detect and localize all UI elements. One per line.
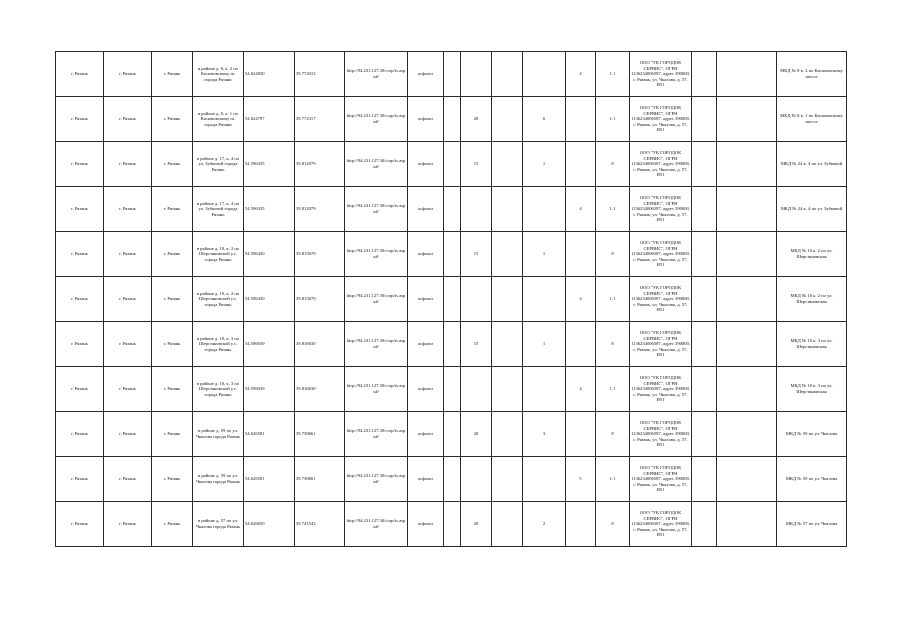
- settlement-cell: г. Рязань: [104, 97, 152, 142]
- containers-count-cell: 1: [523, 142, 566, 187]
- registry-table: [55, 51, 847, 547]
- longitude-cell: 39.741543: [295, 502, 345, 547]
- table-row: [56, 457, 847, 502]
- containers-count-cell: [566, 322, 596, 367]
- settlement-cell: г. Рязань: [104, 187, 152, 232]
- blank-cell: [692, 187, 717, 232]
- surface-cell: асфальт: [408, 187, 444, 232]
- blank-cell: [444, 187, 461, 232]
- longitude-cell: 39.738661: [295, 457, 345, 502]
- area-cell: 20: [461, 412, 492, 457]
- volume-cell: 8: [596, 232, 630, 277]
- longitude-cell: 39.815670: [295, 277, 345, 322]
- volume-cell: 1.1: [596, 277, 630, 322]
- address-cell: в районе д. 59 по ул. Чкалова города Рязань: [193, 457, 244, 502]
- containers-count-cell: 1: [523, 232, 566, 277]
- municipality-cell: г. Рязань: [56, 367, 104, 412]
- blank-cell: [717, 97, 777, 142]
- volume-cell: 8: [596, 142, 630, 187]
- blank-cell: [692, 52, 717, 97]
- source-object-cell: МКД № 10 к. 2 по ул. Шерстяновская: [777, 277, 847, 322]
- blank-cell: [692, 412, 717, 457]
- owner-org-cell: ООО "УК ГОРОДОК СЕРВИС", ОГРН 1136234006587, адрес 390000, г. Рязань, ул. Чкалова, д. 57, Н51: [630, 367, 692, 412]
- latitude-cell: 54.596335: [244, 187, 295, 232]
- address-cell: в районе д. 10, к. 3 по Шерстяновской у.с. города Рязань: [193, 367, 244, 412]
- blank-cell: [444, 232, 461, 277]
- containers-count-cell: 4: [566, 367, 596, 412]
- municipality-cell: г. Рязань: [56, 457, 104, 502]
- municipality-cell: г. Рязань: [56, 232, 104, 277]
- blank-cell: [692, 502, 717, 547]
- area-cell: [461, 277, 492, 322]
- municipality-cell: г. Рязань: [56, 187, 104, 232]
- longitude-cell: 39.816630: [295, 322, 345, 367]
- locality-cell: г. Рязань: [152, 502, 193, 547]
- blank-cell: [492, 412, 523, 457]
- volume-cell: 8: [596, 412, 630, 457]
- source-object-cell: МКД № 59 по ул. Чкалова: [777, 457, 847, 502]
- surface-cell: асфальт: [408, 367, 444, 412]
- latitude-cell: 54.626050: [244, 502, 295, 547]
- blank-cell: [692, 142, 717, 187]
- volume-cell: 1.1: [596, 457, 630, 502]
- settlement-cell: г. Рязань: [104, 142, 152, 187]
- table-row: [56, 187, 847, 232]
- table-row: [56, 322, 847, 367]
- containers-count-cell: 4: [566, 277, 596, 322]
- table-row: [56, 367, 847, 412]
- table-row: [56, 142, 847, 187]
- blank-cell: [717, 142, 777, 187]
- blank-cell: [492, 52, 523, 97]
- surface-cell: асфальт: [408, 457, 444, 502]
- address-cell: в районе д. 57 по ул. Чкалова города Рязань: [193, 502, 244, 547]
- owner-org-cell: ООО "УК ГОРОДОК СЕРВИС", ОГРН 1136234006587, адрес 390000, г. Рязань, ул. Чкалова, д. 57, Н51: [630, 232, 692, 277]
- locality-cell: г. Рязань: [152, 187, 193, 232]
- locality-cell: г. Рязань: [152, 322, 193, 367]
- address-cell: в районе д. 10, к. 3 по Шерстяновской у.с. города Рязань: [193, 322, 244, 367]
- blank-cell: [492, 187, 523, 232]
- containers-count-cell: [566, 232, 596, 277]
- blank-cell: [692, 277, 717, 322]
- map-url-cell: http://94.231.127.30/corp/ts.aspx#/: [345, 457, 408, 502]
- address-cell: в районе д. 8, к. 2 по Касимовскому ш. города Рязани: [193, 52, 244, 97]
- blank-cell: [692, 97, 717, 142]
- owner-org-cell: ООО "УК ГОРОДОК СЕРВИС", ОГРН 1136234006587, адрес 390000, г. Рязань, ул. Чкалова, д. 57, Н51: [630, 187, 692, 232]
- containers-count-cell: 4: [566, 187, 596, 232]
- area-cell: [461, 457, 492, 502]
- address-cell: в районе д. 10, к. 2 по Шерстяновской у.с. города Рязань: [193, 277, 244, 322]
- latitude-cell: 54.596039: [244, 322, 295, 367]
- containers-count-cell: 4: [566, 52, 596, 97]
- latitude-cell: 54.596039: [244, 367, 295, 412]
- blank-cell: [444, 322, 461, 367]
- source-object-cell: МКД № 8 к. 1 по Касимовскому шоссе: [777, 97, 847, 142]
- blank-cell: [492, 232, 523, 277]
- area-cell: 20: [461, 502, 492, 547]
- locality-cell: г. Рязань: [152, 412, 193, 457]
- municipality-cell: г. Рязань: [56, 52, 104, 97]
- map-url-cell: http://94.231.127.30/corp/ts.aspx#/: [345, 232, 408, 277]
- containers-count-cell: [523, 457, 566, 502]
- surface-cell: асфальт: [408, 52, 444, 97]
- longitude-cell: 39.812079: [295, 142, 345, 187]
- latitude-cell: 54.626581: [244, 412, 295, 457]
- settlement-cell: г. Рязань: [104, 412, 152, 457]
- municipality-cell: г. Рязань: [56, 97, 104, 142]
- blank-cell: [492, 502, 523, 547]
- containers-count-cell: [566, 502, 596, 547]
- containers-count-cell: [523, 187, 566, 232]
- longitude-cell: 39.812079: [295, 187, 345, 232]
- settlement-cell: г. Рязань: [104, 502, 152, 547]
- settlement-cell: г. Рязань: [104, 457, 152, 502]
- table-row: [56, 97, 847, 142]
- blank-cell: [444, 457, 461, 502]
- source-object-cell: МКД № 24 к. 4 по ул. Зубковой: [777, 142, 847, 187]
- address-cell: в районе д. 17, к. 4 по ул. Зубковой города Рязань: [193, 142, 244, 187]
- containers-count-cell: 6: [523, 97, 566, 142]
- blank-cell: [717, 502, 777, 547]
- blank-cell: [692, 232, 717, 277]
- longitude-cell: 39.815670: [295, 232, 345, 277]
- source-object-cell: МКД № 10 к. 3 по ул. Шерстяновская: [777, 367, 847, 412]
- blank-cell: [717, 367, 777, 412]
- address-cell: в районе д. 10, к. 2 по Шерстяновской у.с. города Рязань: [193, 232, 244, 277]
- blank-cell: [444, 97, 461, 142]
- blank-cell: [444, 142, 461, 187]
- longitude-cell: 39.816630: [295, 367, 345, 412]
- table-row: [56, 277, 847, 322]
- blank-cell: [492, 142, 523, 187]
- address-cell: в районе д. 17, к. 4 по ул. Зубковой города Рязань: [193, 187, 244, 232]
- area-cell: [461, 187, 492, 232]
- surface-cell: асфальт: [408, 502, 444, 547]
- blank-cell: [717, 412, 777, 457]
- latitude-cell: 54.596430: [244, 232, 295, 277]
- area-cell: [461, 52, 492, 97]
- blank-cell: [692, 457, 717, 502]
- blank-cell: [717, 322, 777, 367]
- map-url-cell: http://94.231.127.30/corp/ts.aspx#/: [345, 277, 408, 322]
- owner-org-cell: ООО "УК ГОРОДОК СЕРВИС", ОГРН 1136234006587, адрес 390000, г. Рязань, ул. Чкалова, д. 57, Н51: [630, 97, 692, 142]
- settlement-cell: г. Рязань: [104, 232, 152, 277]
- blank-cell: [692, 367, 717, 412]
- table-body: [56, 52, 847, 547]
- map-url-cell: http://94.231.127.30/corp/ts.aspx#/: [345, 142, 408, 187]
- owner-org-cell: ООО "УК ГОРОДОК СЕРВИС", ОГРН 1136234006587, адрес 390000, г. Рязань, ул. Чкалова, д. 57, Н51: [630, 142, 692, 187]
- blank-cell: [492, 277, 523, 322]
- latitude-cell: 54.626581: [244, 457, 295, 502]
- owner-org-cell: ООО "УК ГОРОДОК СЕРВИС", ОГРН 1136234006587, адрес 390000, г. Рязань, ул. Чкалова, д. 57, Н51: [630, 457, 692, 502]
- surface-cell: асфальт: [408, 97, 444, 142]
- blank-cell: [492, 97, 523, 142]
- latitude-cell: 54.596430: [244, 277, 295, 322]
- blank-cell: [444, 52, 461, 97]
- owner-org-cell: ООО "УК ГОРОДОК СЕРВИС", ОГРН 1136234006587, адрес 390000, г. Рязань, ул. Чкалова, д. 57, Н51: [630, 52, 692, 97]
- table-row: [56, 412, 847, 457]
- blank-cell: [717, 457, 777, 502]
- blank-cell: [492, 367, 523, 412]
- blank-cell: [717, 277, 777, 322]
- municipality-cell: г. Рязань: [56, 322, 104, 367]
- locality-cell: г. Рязань: [152, 367, 193, 412]
- volume-cell: 1.1: [596, 52, 630, 97]
- blank-cell: [492, 322, 523, 367]
- volume-cell: 1.1: [596, 97, 630, 142]
- containers-count-cell: 5: [566, 457, 596, 502]
- containers-count-cell: 2: [523, 502, 566, 547]
- area-cell: 15: [461, 322, 492, 367]
- blank-cell: [444, 412, 461, 457]
- longitude-cell: 39.738661: [295, 412, 345, 457]
- volume-cell: 1.1: [596, 367, 630, 412]
- map-url-cell: http://94.231.127.30/corp/ts.aspx#/: [345, 322, 408, 367]
- latitude-cell: 54.624830: [244, 52, 295, 97]
- map-url-cell: http://94.231.127.30/corp/ts.aspx#/: [345, 52, 408, 97]
- containers-count-cell: [566, 412, 596, 457]
- municipality-cell: г. Рязань: [56, 142, 104, 187]
- settlement-cell: г. Рязань: [104, 322, 152, 367]
- locality-cell: г. Рязань: [152, 277, 193, 322]
- blank-cell: [444, 277, 461, 322]
- source-object-cell: МКД № 8 к. 2 по Касимовскому шоссе: [777, 52, 847, 97]
- volume-cell: 8: [596, 322, 630, 367]
- containers-count-cell: 3: [523, 412, 566, 457]
- table-row: [56, 502, 847, 547]
- blank-cell: [492, 457, 523, 502]
- table-row: [56, 232, 847, 277]
- surface-cell: асфальт: [408, 322, 444, 367]
- source-object-cell: МКД № 24 к. 4 по ул. Зубковой: [777, 187, 847, 232]
- area-cell: [461, 367, 492, 412]
- owner-org-cell: ООО "УК ГОРОДОК СЕРВИС", ОГРН 1136234006587, адрес 390000, г. Рязань, ул. Чкалова, д. 57, Н51: [630, 502, 692, 547]
- map-url-cell: http://94.231.127.30/corp/ts.aspx#/: [345, 97, 408, 142]
- owner-org-cell: ООО "УК ГОРОДОК СЕРВИС", ОГРН 1136234006587, адрес 390000, г. Рязань, ул. Чкалова, д. 57, Н51: [630, 322, 692, 367]
- containers-count-cell: [523, 52, 566, 97]
- locality-cell: г. Рязань: [152, 97, 193, 142]
- locality-cell: г. Рязань: [152, 232, 193, 277]
- municipality-cell: г. Рязань: [56, 502, 104, 547]
- settlement-cell: г. Рязань: [104, 52, 152, 97]
- source-object-cell: МКД № 59 по ул. Чкалова: [777, 412, 847, 457]
- surface-cell: асфальт: [408, 412, 444, 457]
- blank-cell: [444, 502, 461, 547]
- source-object-cell: МКД № 10 к. 3 по ул. Шерстяновская: [777, 322, 847, 367]
- longitude-cell: 39.772012: [295, 52, 345, 97]
- blank-cell: [717, 232, 777, 277]
- settlement-cell: г. Рязань: [104, 367, 152, 412]
- blank-cell: [717, 187, 777, 232]
- volume-cell: 1.1: [596, 187, 630, 232]
- map-url-cell: http://94.231.127.30/corp/ts.aspx#/: [345, 502, 408, 547]
- area-cell: 15: [461, 142, 492, 187]
- owner-org-cell: ООО "УК ГОРОДОК СЕРВИС", ОГРН 1136234006587, адрес 390000, г. Рязань, ул. Чкалова, д. 57, Н51: [630, 277, 692, 322]
- longitude-cell: 39.772317: [295, 97, 345, 142]
- latitude-cell: 54.596335: [244, 142, 295, 187]
- locality-cell: г. Рязань: [152, 142, 193, 187]
- area-cell: 20: [461, 97, 492, 142]
- locality-cell: г. Рязань: [152, 457, 193, 502]
- containers-count-cell: [523, 367, 566, 412]
- locality-cell: г. Рязань: [152, 52, 193, 97]
- surface-cell: асфальт: [408, 277, 444, 322]
- address-cell: в районе д. 8, к. 1 по Касимовскому ш. города Рязани: [193, 97, 244, 142]
- municipality-cell: г. Рязань: [56, 277, 104, 322]
- map-url-cell: http://94.231.127.30/corp/ts.aspx#/: [345, 187, 408, 232]
- blank-cell: [717, 52, 777, 97]
- surface-cell: асфальт: [408, 142, 444, 187]
- source-object-cell: МКД № 57 по ул. Чкалова: [777, 502, 847, 547]
- table-row: [56, 52, 847, 97]
- blank-cell: [692, 322, 717, 367]
- settlement-cell: г. Рязань: [104, 277, 152, 322]
- map-url-cell: http://94.231.127.30/corp/ts.aspx#/: [345, 412, 408, 457]
- containers-count-cell: 1: [523, 322, 566, 367]
- containers-count-cell: [523, 277, 566, 322]
- map-url-cell: http://94.231.127.30/corp/ts.aspx#/: [345, 367, 408, 412]
- address-cell: в районе д. 59 по ул. Чкалова города Рязань: [193, 412, 244, 457]
- latitude-cell: 54.624797: [244, 97, 295, 142]
- source-object-cell: МКД № 10 к. 2 по ул. Шерстяновская: [777, 232, 847, 277]
- containers-count-cell: [566, 97, 596, 142]
- owner-org-cell: ООО "УК ГОРОДОК СЕРВИС", ОГРН 1136234006587, адрес 390000, г. Рязань, ул. Чкалова, д. 57, Н51: [630, 412, 692, 457]
- blank-cell: [444, 367, 461, 412]
- surface-cell: асфальт: [408, 232, 444, 277]
- municipality-cell: г. Рязань: [56, 412, 104, 457]
- area-cell: 15: [461, 232, 492, 277]
- volume-cell: 8: [596, 502, 630, 547]
- containers-count-cell: [566, 142, 596, 187]
